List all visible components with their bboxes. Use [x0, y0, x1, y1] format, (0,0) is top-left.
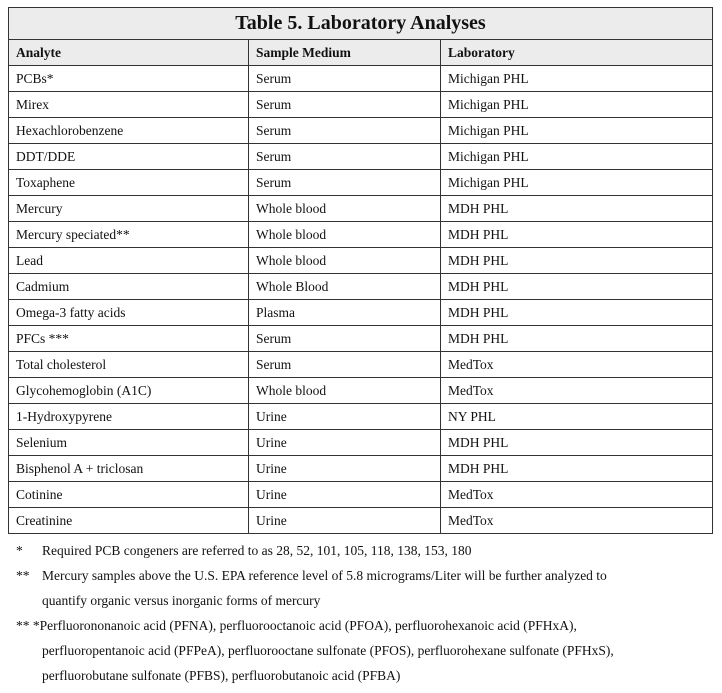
footnote-pfc: [16, 613, 716, 638]
table-row: [9, 482, 713, 508]
table-row: [9, 144, 713, 170]
cell-analyte: Cadmium: [9, 274, 249, 300]
cell-analyte: PCBs*: [9, 66, 249, 92]
cell-laboratory: Michigan PHL: [441, 144, 713, 170]
table-row: [9, 378, 713, 404]
cell-sample-medium: Urine: [249, 456, 441, 482]
column-header-analyte: Analyte: [9, 40, 249, 66]
footnote-text: Required PCB congeners are referred to as 28, 52, 101, 105, 118, 138, 153, 180: [42, 543, 472, 558]
footnote-text: quantify organic versus inorganic forms of mercury: [42, 593, 321, 608]
cell-analyte: Mirex: [9, 92, 249, 118]
footnote-text: Mercury samples above the U.S. EPA reference level of 5.8 micrograms/Liter will be further analyzed to: [42, 568, 607, 583]
cell-analyte: Total cholesterol: [9, 352, 249, 378]
cell-laboratory: MDH PHL: [441, 300, 713, 326]
table-row: [9, 196, 713, 222]
cell-laboratory: MDH PHL: [441, 248, 713, 274]
cell-sample-medium: Whole blood: [249, 248, 441, 274]
column-header-laboratory: Laboratory: [441, 40, 713, 66]
cell-laboratory: MDH PHL: [441, 430, 713, 456]
cell-analyte: Toxaphene: [9, 170, 249, 196]
table-row: [9, 222, 713, 248]
table-title: Table 5. Laboratory Analyses: [9, 8, 713, 40]
cell-laboratory: MDH PHL: [441, 274, 713, 300]
cell-analyte: Omega-3 fatty acids: [9, 300, 249, 326]
table-row: [9, 430, 713, 456]
cell-sample-medium: Whole blood: [249, 222, 441, 248]
cell-laboratory: MedTox: [441, 352, 713, 378]
column-header-sample-medium: Sample Medium: [249, 40, 441, 66]
cell-laboratory: MedTox: [441, 378, 713, 404]
cell-analyte: DDT/DDE: [9, 144, 249, 170]
cell-sample-medium: Whole Blood: [249, 274, 441, 300]
cell-sample-medium: Serum: [249, 118, 441, 144]
cell-laboratory: MedTox: [441, 508, 713, 534]
cell-analyte: Selenium: [9, 430, 249, 456]
table-row: [9, 326, 713, 352]
cell-analyte: Glycohemoglobin (A1C): [9, 378, 249, 404]
cell-sample-medium: Serum: [249, 352, 441, 378]
cell-sample-medium: Urine: [249, 482, 441, 508]
cell-sample-medium: Serum: [249, 92, 441, 118]
cell-sample-medium: Urine: [249, 430, 441, 456]
table-row: [9, 352, 713, 378]
cell-laboratory: MDH PHL: [441, 222, 713, 248]
cell-laboratory: MedTox: [441, 482, 713, 508]
cell-sample-medium: Serum: [249, 170, 441, 196]
cell-analyte: Cotinine: [9, 482, 249, 508]
table-row: [9, 274, 713, 300]
table-row: [9, 248, 713, 274]
cell-laboratory: Michigan PHL: [441, 92, 713, 118]
table-row: [9, 456, 713, 482]
cell-sample-medium: Serum: [249, 66, 441, 92]
table-row: [9, 508, 713, 534]
cell-analyte: Hexachlorobenzene: [9, 118, 249, 144]
table-row: [9, 92, 713, 118]
cell-laboratory: Michigan PHL: [441, 66, 713, 92]
cell-analyte: 1-Hydroxypyrene: [9, 404, 249, 430]
cell-sample-medium: Serum: [249, 144, 441, 170]
table-row: [9, 300, 713, 326]
cell-sample-medium: Plasma: [249, 300, 441, 326]
cell-laboratory: Michigan PHL: [441, 170, 713, 196]
laboratory-analyses-table: [8, 7, 713, 534]
table-row: [9, 404, 713, 430]
footnote-text: Perfluorononanoic acid (PFNA), perfluorooctanoic acid (PFOA), perfluorohexanoic acid (PFHxA),: [39, 618, 577, 633]
cell-laboratory: MDH PHL: [441, 326, 713, 352]
cell-laboratory: MDH PHL: [441, 456, 713, 482]
cell-analyte: PFCs ***: [9, 326, 249, 352]
cell-sample-medium: Urine: [249, 508, 441, 534]
cell-laboratory: Michigan PHL: [441, 118, 713, 144]
footnote-pcb: [16, 538, 716, 563]
footnote-text: perfluoropentanoic acid (PFPeA), perfluorooctane sulfonate (PFOS), perfluorohexane sulfonate (PFHxS),: [42, 643, 614, 658]
cell-laboratory: MDH PHL: [441, 196, 713, 222]
footnote-mark: **: [16, 568, 30, 583]
footnote-mark: ** *: [16, 618, 40, 633]
footnote-mercury: [16, 563, 716, 588]
cell-sample-medium: Whole blood: [249, 378, 441, 404]
cell-analyte: Mercury: [9, 196, 249, 222]
cell-sample-medium: Urine: [249, 404, 441, 430]
footnote-mark: *: [16, 543, 23, 558]
cell-analyte: Creatinine: [9, 508, 249, 534]
cell-analyte: Lead: [9, 248, 249, 274]
table-row: [9, 66, 713, 92]
cell-sample-medium: Whole blood: [249, 196, 441, 222]
cell-sample-medium: Serum: [249, 326, 441, 352]
footnote-text: perfluorobutane sulfonate (PFBS), perfluorobutanoic acid (PFBA): [42, 668, 401, 683]
cell-laboratory: NY PHL: [441, 404, 713, 430]
cell-analyte: Mercury speciated**: [9, 222, 249, 248]
footnotes: [16, 538, 716, 688]
table-row: [9, 170, 713, 196]
table-row: [9, 118, 713, 144]
header-row: [9, 40, 713, 66]
cell-analyte: Bisphenol A + triclosan: [9, 456, 249, 482]
